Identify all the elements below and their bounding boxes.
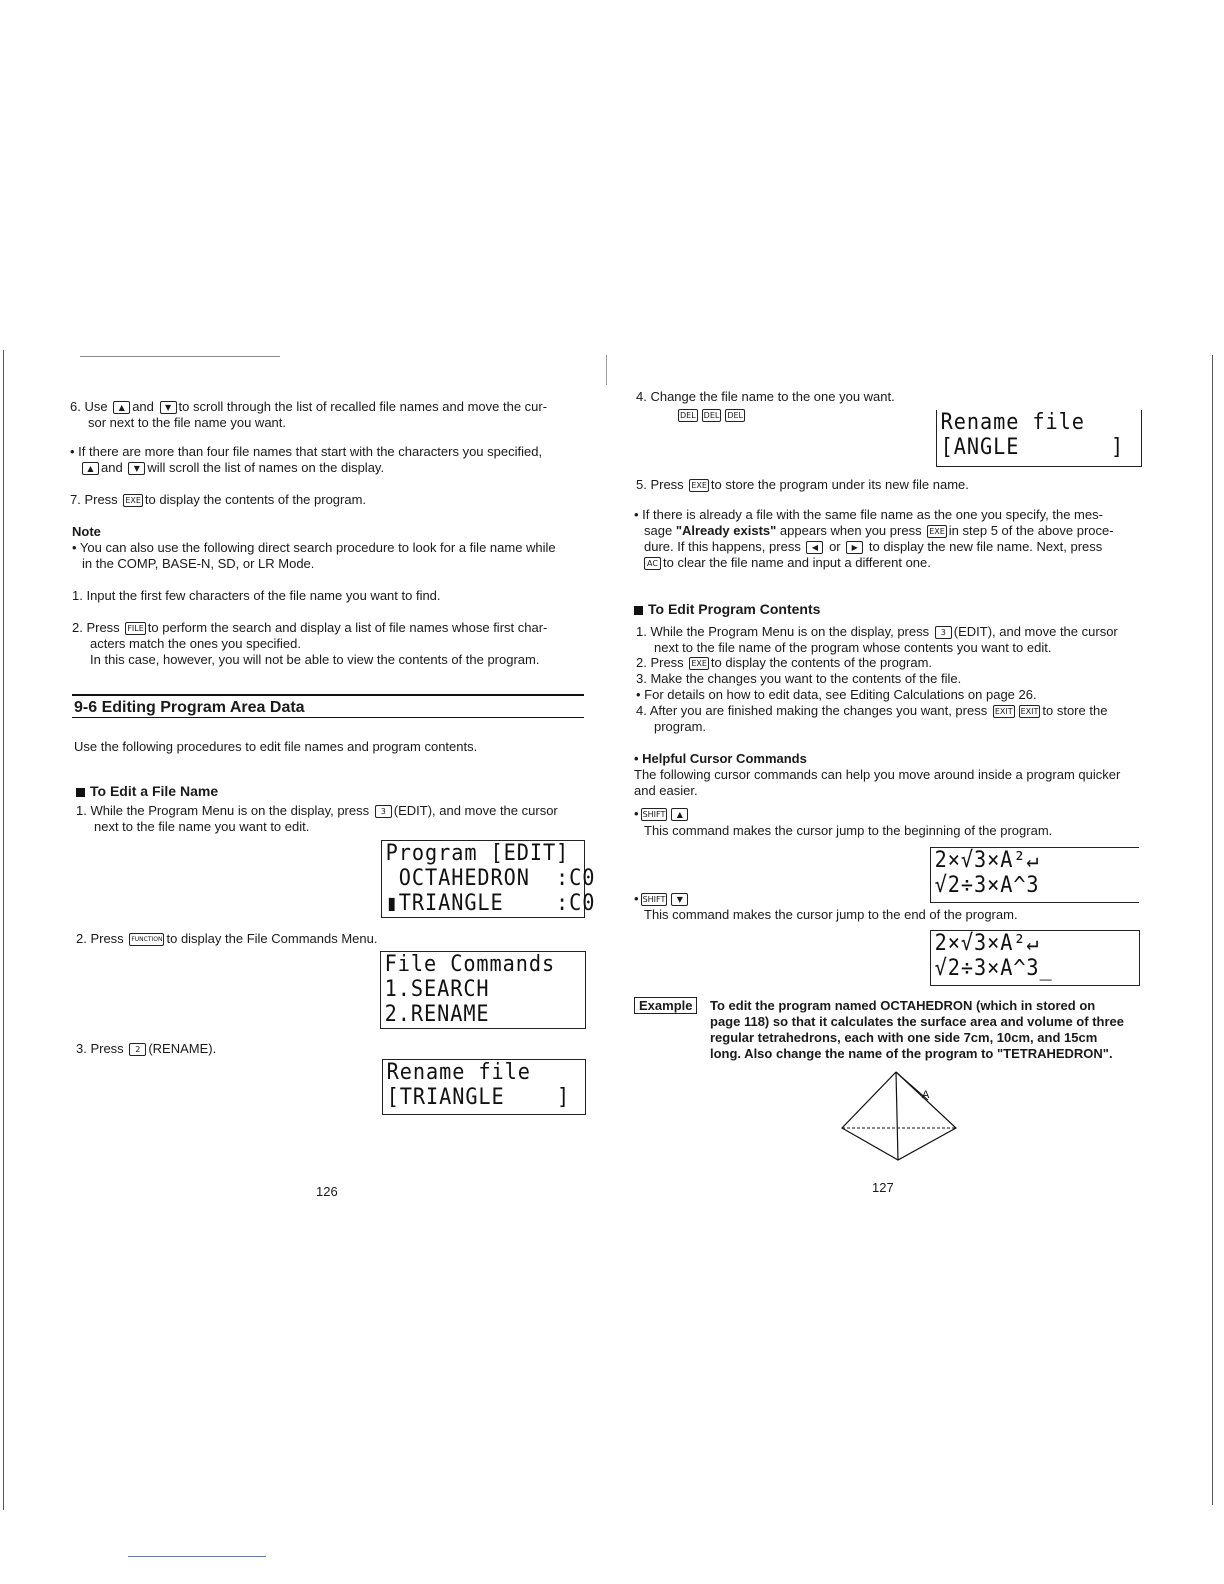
lcd-line: Program [EDIT] [385,841,570,866]
page-number-right: 127 [872,1180,894,1195]
section-top-rule [72,694,584,696]
shift-key: SHIFT [642,895,666,905]
up-arrow-key: ▲ [113,401,130,414]
diagram-label-a: A [922,1089,930,1101]
lcd-line: [ANGLE ] [940,435,1125,460]
example-line3: regular tetrahedrons, each with one side 7cm, 10cm, and 15cm [710,1030,1098,1045]
already-line4: AC to clear the file name and input a different one. [642,555,931,571]
key-3: 3 [935,626,952,639]
key-2: 2 [129,1043,146,1056]
helpful-line2: and easier. [634,783,698,798]
down-arrow-key: ▼ [160,401,177,414]
exe-key: EXE [691,481,707,491]
lcd-line: Rename file [940,410,1085,435]
shift-key: SHIFT [642,810,666,820]
lcd-line: File Commands [384,952,556,977]
left-arrow-key: ◀ [806,541,823,554]
lcd-rename-triangle [382,1059,586,1115]
lcd-program-end [930,930,1140,986]
contents-step1-line2: next to the file name of the program whose contents you want to edit. [654,640,1052,655]
step7: 7. Press EXE to display the contents of the program. [70,492,367,507]
cmd2-keys: • SHIFT ▼ [634,891,690,907]
down-arrow-key: ▼ [128,462,145,475]
example-line4: long. Also change the name of the program to "TETRAHEDRON". [710,1046,1113,1061]
exit-key: EXIT [994,707,1013,717]
cmd1-keys: • SHIFT ▲ [634,806,690,822]
tetrahedron-diagram [832,1068,982,1164]
section-title: 9-6 Editing Program Area Data [74,699,305,716]
example-line2: page 118) so that it calculates the surface area and volume of three [710,1014,1124,1029]
already-line2: sage "Already exists" appears when you press EXE in step 5 of the above proce- [644,523,1114,538]
up-arrow-key: ▲ [671,808,688,821]
exe-key: EXE [691,659,707,669]
exe-key: EXE [929,527,945,537]
cmd1-desc: This command makes the cursor jump to the beginning of the program. [644,823,1053,838]
example-label: Example [634,997,697,1015]
already-line3: dure. If this happens, press ◀ or ▶ to display the new file name. Next, press [644,539,1103,554]
edit-step1-line2: next to the file name you want to edit. [94,819,310,834]
del-key: DEL [703,411,720,421]
contents-step2: 2. Press EXE to display the contents of the program. [636,655,933,670]
exit-key: EXIT [1020,707,1039,717]
note-line1: • You can also use the following direct search procedure to look for a file name while [72,540,556,555]
exe-key: EXE [125,496,141,506]
step6-line2: sor next to the file name you want. [88,415,286,430]
lcd-line: √2÷3×A^3 [934,873,1040,898]
lcd-line: 2.RENAME [384,1002,490,1027]
section-bottom-rule [72,717,584,718]
right-page [612,0,1224,1584]
up-arrow-key: ▲ [82,462,99,475]
direct-step2-line1: 2. Press FILE to perform the search and display a list of file names whose first char- [72,620,548,635]
del-key: DEL [727,411,744,421]
edit-step2: 2. Press FUNCTION to display the File Commands Menu. [76,931,378,946]
example-line1: To edit the program named OCTAHEDRON (which in stored on [710,998,1096,1013]
cmd2-desc: This command makes the cursor jump to the end of the program. [644,907,1018,922]
step4: 4. Change the file name to the one you want. [636,389,895,404]
square-bullet-icon [76,788,85,797]
del-key: DEL [680,411,696,421]
lcd-line: Rename file [386,1060,531,1085]
function-key: FUNCTION [129,933,164,946]
subhead-edit-file-name: To Edit a File Name [76,783,218,799]
step6-line1: 6. Use ▲ and ▼ to scroll through the list of recalled file names and move the cur- [70,399,548,414]
subhead-edit-contents: To Edit Program Contents [634,601,820,617]
edit-step3: 3. Press 2 (RENAME). [76,1041,217,1056]
tetrahedron-edge [842,1072,956,1160]
contents-step4-line1: 4. After you are finished making the changes you want, press EXIT EXIT to store the [636,703,1108,718]
bullet-more-than-four-line2: ▲ and ▼ will scroll the list of names on the display. [80,460,384,476]
key-3: 3 [375,805,392,818]
helpful-line1: The following cursor commands can help you move around inside a program quicker [634,767,1121,782]
lcd-program-begin [930,847,1139,903]
contents-bullet: • For details on how to edit data, see Editing Calculations on page 26. [636,687,1037,702]
page-number-left: 126 [316,1184,338,1199]
lcd-file-commands [380,951,586,1029]
ac-key: AC [644,557,661,570]
lcd-program-edit [381,840,596,918]
already-line1: • If there is already a file with the same file name as the one you specify, the mes- [634,507,1103,522]
edit-step1-line1: 1. While the Program Menu is on the display, press 3 (EDIT), and move the cursor [76,803,558,818]
lcd-line: [TRIANGLE ] [386,1085,571,1110]
contents-step1-line1: 1. While the Program Menu is on the display, press 3 (EDIT), and move the cursor [636,624,1118,639]
tetrahedron-edge [896,1072,898,1160]
step5: 5. Press EXE to store the program under its new file name. [636,477,969,492]
section-intro: Use the following procedures to edit file names and program contents. [74,739,478,754]
down-arrow-key: ▼ [671,893,688,906]
lcd-line: 1.SEARCH [384,977,490,1002]
direct-step2-line2: acters match the ones you specified. [90,636,302,651]
lcd-line: √2÷3×A^3_ [934,956,1053,981]
direct-step1: 1. Input the first few characters of the file name you want to find. [72,588,441,603]
contents-step4-line2: program. [654,719,707,734]
helpful-heading: • Helpful Cursor Commands [634,751,807,766]
direct-step2-line3: In this case, however, you will not be able to view the contents of the program. [90,652,540,667]
note-line2: in the COMP, BASE-N, SD, or LR Mode. [82,556,315,571]
lcd-line: ▮TRIANGLE :C0 [385,891,596,916]
lcd-line: 2×√3×A²↵ [934,848,1040,873]
bullet-more-than-four-line1: • If there are more than four file names that start with the characters you specified, [70,444,543,459]
contents-step3: 3. Make the changes you want to the contents of the file. [636,671,962,686]
lcd-rename-angle [936,410,1142,467]
step4-keys [676,407,747,423]
lcd-line: OCTAHEDRON :C0 [385,866,596,891]
file-key: FILE [127,624,144,634]
right-arrow-key: ▶ [846,541,863,554]
square-bullet-icon [634,606,643,615]
note-heading: Note [72,524,101,539]
lcd-line: 2×√3×A²↵ [934,931,1040,956]
